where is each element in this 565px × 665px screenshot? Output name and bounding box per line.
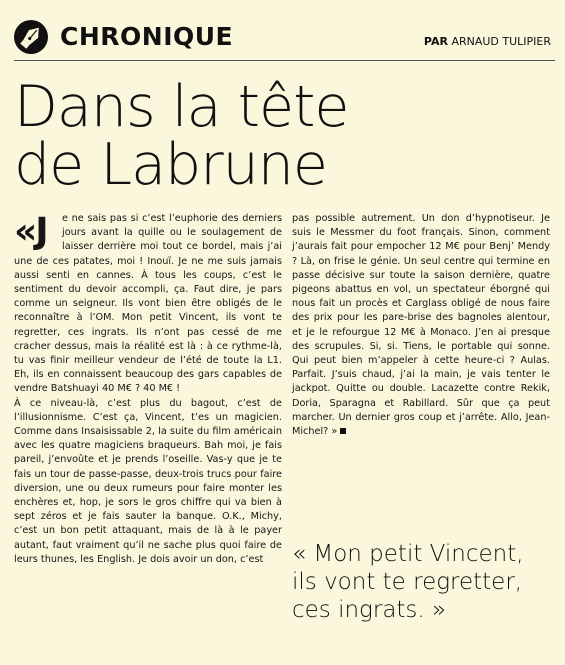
headline xyxy=(14,74,555,198)
pull-quote: « Mon petit Vincent, ils vont te regretter, ces ingrats. » xyxy=(292,541,524,623)
byline-author: ARNAUD TULIPIER xyxy=(451,35,551,48)
article-paragraph xyxy=(292,212,550,439)
article-paragraph-3: pas possible autrement. Un don d’hypnotiseur. Je suis le Messmer du foot français. Sinon, comment j’aurais fait pour empocher 12 M€ pour Benj’ Mendy ? Là, on frise le génie. Un seul centre qui termine en passe décisive sur toute la saison dernière, quatre pigeons abattus en vol, un spectateur éborgné qui nous fait un procès et Carglass obligé de nous faire des prix pour les pare-brise des bagnoles alentour, et je le refourgue 12 M€ à Monaco. J’en ai presque des scrupules. Si, si. Tiens, le portable qui sonne. Qui peut bien m’appeler à cette heure-ci ? Aulas. Parfait. J’suis chaud, j’ai la main, je vais tenter le jackpot. Quitte ou double. Lacazette contre Rekik, Doria, Sparagna et Rabillard. Sûr que ça peut marcher. Un dernier gros coup et j’arrête. Allo, Jean-Michel? » xyxy=(292,213,550,438)
fountain-pen-icon xyxy=(14,20,48,54)
article-column-left xyxy=(14,212,282,567)
header-divider xyxy=(14,60,555,61)
byline xyxy=(424,35,551,49)
drop-cap: «J xyxy=(14,211,47,252)
article-column-right xyxy=(292,212,550,439)
column-header xyxy=(14,20,555,60)
headline-line-1: Dans la tête xyxy=(14,74,349,140)
article-paragraph-2: À ce niveau-là, c’est plus du bagout, c’est de l’illusionnisme. C’est ça, Vincent, t’es un magicien. Comme dans Insaisissable 2, la suite du film américain avec les quatre magiciens braqueurs. Bah moi, je fais pareil, j’envoûte et je prends l’oseille. Vas-y que je te fais un tour de passe-passe, deux-trois trucs pour faire diversion, une ou deux rumeurs pour faire monter les enchères et, hop, je sors le gros chiffre qui va bien à sept zéros et je fais sauter la banque. O.K., Michy, c’est un bon petit attaquant, mais de là à le payer autant, faut vraiment qu’il ne sache plus quoi faire de leurs thunes, les English. Je dois avoir un don, c’est xyxy=(14,397,282,565)
byline-prefix: PAR xyxy=(423,35,448,48)
section-label: CHRONIQUE xyxy=(60,22,234,51)
headline-line-2: de Labrune xyxy=(14,132,327,198)
article-paragraph-1: derrière moi tout ce bordel, mais j’ai une de ces patates, moi ! Inouï. Je ne me suis jamais aussi senti en cannes. À tous les coups, c’est le sentiment du devoir accompli, ça. Faut dire, je pars comme un seigneur. Ils vont bien être obligés de le reconnaître à l’OM. Mon petit Vincent, ils vont te regretter, ces ingrats. Ils n’ont pas cessé de me cracher dessus, mais la réalité est là : à ce rythme-là, tu vas finir meilleur vendeur de l’été de toute la L1. Eh, ils en connaissent beaucoup des gars capables de vendre Batshuayi 40 M€ ? 40 M€ ! xyxy=(14,241,282,395)
article-lead: e ne sais pas si c’est l’euphorie des derniers jours avant la quille ou le soulagement de laisser xyxy=(62,213,282,253)
end-mark-icon xyxy=(340,428,346,434)
